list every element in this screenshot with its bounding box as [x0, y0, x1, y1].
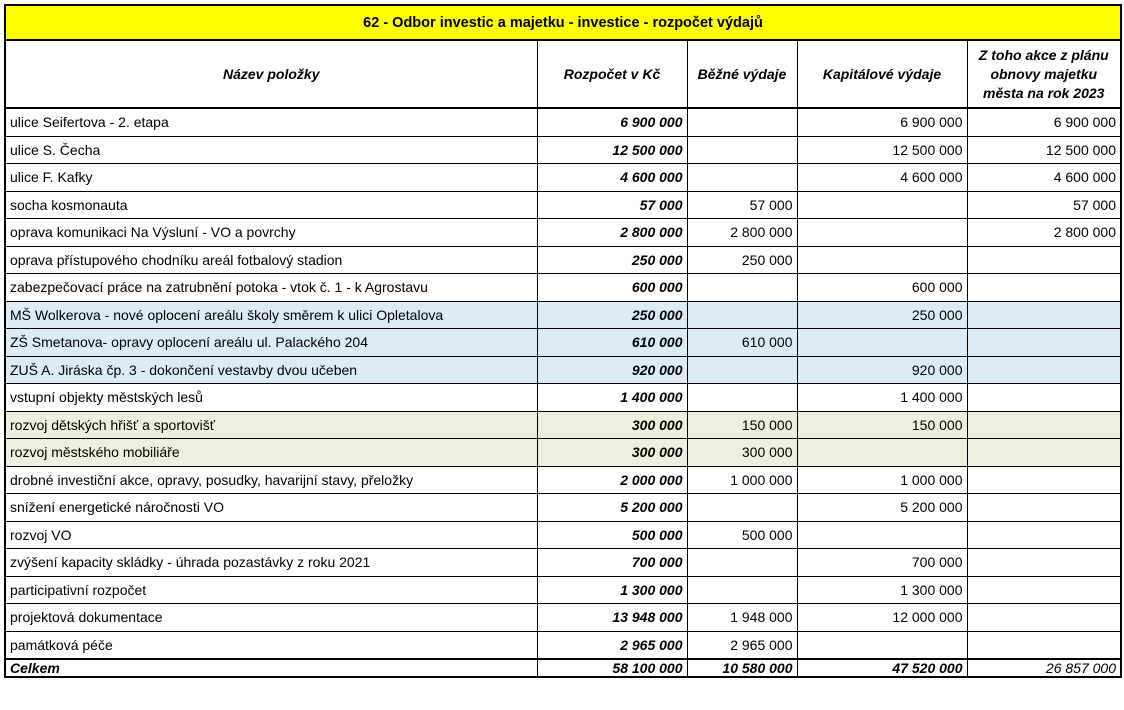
header-row — [5, 40, 1121, 108]
row-name-cell: ZUŠ A. Jiráska čp. 3 - dokončení vestavby dvou učeben — [5, 356, 537, 384]
row-capital-cell: 1 000 000 — [797, 466, 967, 494]
row-current-cell — [687, 494, 797, 522]
row-budget-cell: 2 000 000 — [537, 466, 687, 494]
row-capital-cell: 250 000 — [797, 301, 967, 329]
row-capital-cell: 700 000 — [797, 549, 967, 577]
row-budget-cell: 300 000 — [537, 439, 687, 467]
row-budget-cell: 12 500 000 — [537, 136, 687, 164]
row-name-cell: zvýšení kapacity skládky - úhrada pozastávky z roku 2021 — [5, 549, 537, 577]
total-capital: 47 520 000 — [797, 659, 967, 677]
row-current-cell: 2 965 000 — [687, 631, 797, 659]
row-plan-cell — [967, 439, 1121, 467]
table-row — [5, 604, 1121, 632]
row-plan-cell: 57 000 — [967, 191, 1121, 219]
row-budget-cell: 4 600 000 — [537, 164, 687, 192]
table-row — [5, 576, 1121, 604]
row-capital-cell — [797, 191, 967, 219]
table-row — [5, 356, 1121, 384]
row-current-cell — [687, 136, 797, 164]
row-name-cell: snížení energetické náročnosti VO — [5, 494, 537, 522]
row-capital-cell: 4 600 000 — [797, 164, 967, 192]
row-name-cell: participativní rozpočet — [5, 576, 537, 604]
row-budget-cell: 610 000 — [537, 329, 687, 357]
row-current-cell — [687, 384, 797, 412]
row-plan-cell: 2 800 000 — [967, 219, 1121, 247]
row-budget-cell: 57 000 — [537, 191, 687, 219]
budget-table — [4, 4, 1122, 678]
row-capital-cell — [797, 246, 967, 274]
row-capital-cell: 920 000 — [797, 356, 967, 384]
row-capital-cell: 600 000 — [797, 274, 967, 302]
row-current-cell: 610 000 — [687, 329, 797, 357]
row-current-cell: 500 000 — [687, 521, 797, 549]
row-budget-cell: 1 300 000 — [537, 576, 687, 604]
row-plan-cell — [967, 246, 1121, 274]
row-name-cell: drobné investiční akce, opravy, posudky, havarijní stavy, přeložky — [5, 466, 537, 494]
row-current-cell — [687, 356, 797, 384]
row-budget-cell: 250 000 — [537, 246, 687, 274]
row-name-cell: oprava přístupového chodníku areál fotbalový stadion — [5, 246, 537, 274]
table-row — [5, 108, 1121, 136]
row-plan-cell — [967, 576, 1121, 604]
total-budget: 58 100 000 — [537, 659, 687, 677]
row-plan-cell: 6 900 000 — [967, 108, 1121, 136]
header-name: Název položky — [5, 40, 537, 108]
row-budget-cell: 300 000 — [537, 411, 687, 439]
row-plan-cell — [967, 411, 1121, 439]
row-current-cell — [687, 164, 797, 192]
row-budget-cell: 2 965 000 — [537, 631, 687, 659]
total-plan: 26 857 000 — [967, 659, 1121, 677]
table-row — [5, 246, 1121, 274]
row-current-cell: 1 948 000 — [687, 604, 797, 632]
row-plan-cell — [967, 274, 1121, 302]
header-plan: Z toho akce z plánu obnovy majetku města na rok 2023 — [967, 40, 1121, 108]
row-budget-cell: 920 000 — [537, 356, 687, 384]
row-name-cell: ulice S. Čecha — [5, 136, 537, 164]
row-name-cell: rozvoj VO — [5, 521, 537, 549]
table-row — [5, 439, 1121, 467]
row-capital-cell: 5 200 000 — [797, 494, 967, 522]
table-row — [5, 191, 1121, 219]
budget-table-container — [4, 4, 1120, 678]
row-capital-cell: 12 000 000 — [797, 604, 967, 632]
row-name-cell: ulice Seifertova - 2. etapa — [5, 108, 537, 136]
row-capital-cell — [797, 521, 967, 549]
row-plan-cell — [967, 466, 1121, 494]
total-row — [5, 659, 1121, 677]
row-current-cell — [687, 274, 797, 302]
row-capital-cell — [797, 439, 967, 467]
row-current-cell: 150 000 — [687, 411, 797, 439]
row-capital-cell — [797, 631, 967, 659]
row-name-cell: socha kosmonauta — [5, 191, 537, 219]
row-plan-cell: 4 600 000 — [967, 164, 1121, 192]
table-row — [5, 494, 1121, 522]
table-row — [5, 631, 1121, 659]
table-row — [5, 219, 1121, 247]
table-row — [5, 301, 1121, 329]
row-plan-cell — [967, 521, 1121, 549]
row-budget-cell: 500 000 — [537, 521, 687, 549]
row-budget-cell: 1 400 000 — [537, 384, 687, 412]
row-name-cell: zabezpečovací práce na zatrubnění potoka - vtok č. 1 - k Agrostavu — [5, 274, 537, 302]
total-label: Celkem — [5, 659, 537, 677]
row-budget-cell: 13 948 000 — [537, 604, 687, 632]
row-capital-cell — [797, 329, 967, 357]
table-body — [5, 108, 1121, 659]
row-current-cell — [687, 576, 797, 604]
row-name-cell: rozvoj dětských hřišť a sportovišť — [5, 411, 537, 439]
row-name-cell: vstupní objekty městských lesů — [5, 384, 537, 412]
row-budget-cell: 700 000 — [537, 549, 687, 577]
table-row — [5, 329, 1121, 357]
table-row — [5, 466, 1121, 494]
table-row — [5, 164, 1121, 192]
row-current-cell — [687, 549, 797, 577]
row-budget-cell: 600 000 — [537, 274, 687, 302]
row-plan-cell — [967, 384, 1121, 412]
table-title: 62 - Odbor investic a majetku - investice - rozpočet výdajů — [5, 5, 1121, 40]
row-capital-cell — [797, 219, 967, 247]
row-plan-cell — [967, 301, 1121, 329]
row-current-cell — [687, 301, 797, 329]
row-current-cell: 2 800 000 — [687, 219, 797, 247]
row-name-cell: oprava komunikaci Na Výsluní - VO a povrchy — [5, 219, 537, 247]
row-capital-cell: 6 900 000 — [797, 108, 967, 136]
table-row — [5, 274, 1121, 302]
row-current-cell: 300 000 — [687, 439, 797, 467]
table-row — [5, 549, 1121, 577]
row-budget-cell: 250 000 — [537, 301, 687, 329]
row-plan-cell — [967, 604, 1121, 632]
row-plan-cell — [967, 549, 1121, 577]
row-name-cell: rozvoj městského mobiliáře — [5, 439, 537, 467]
row-budget-cell: 5 200 000 — [537, 494, 687, 522]
row-current-cell — [687, 108, 797, 136]
total-current: 10 580 000 — [687, 659, 797, 677]
row-name-cell: projektová dokumentace — [5, 604, 537, 632]
header-capital: Kapitálové výdaje — [797, 40, 967, 108]
row-capital-cell: 150 000 — [797, 411, 967, 439]
row-plan-cell — [967, 356, 1121, 384]
table-row — [5, 384, 1121, 412]
row-budget-cell: 6 900 000 — [537, 108, 687, 136]
header-budget: Rozpočet v Kč — [537, 40, 687, 108]
row-budget-cell: 2 800 000 — [537, 219, 687, 247]
row-current-cell: 57 000 — [687, 191, 797, 219]
row-plan-cell — [967, 494, 1121, 522]
row-capital-cell: 1 400 000 — [797, 384, 967, 412]
table-row — [5, 521, 1121, 549]
row-capital-cell: 1 300 000 — [797, 576, 967, 604]
row-plan-cell — [967, 631, 1121, 659]
row-name-cell: památková péče — [5, 631, 537, 659]
row-name-cell: ZŠ Smetanova- opravy oplocení areálu ul. Palackého 204 — [5, 329, 537, 357]
row-current-cell: 250 000 — [687, 246, 797, 274]
table-row — [5, 411, 1121, 439]
header-current: Běžné výdaje — [687, 40, 797, 108]
row-name-cell: MŠ Wolkerova - nové oplocení areálu školy směrem k ulici Opletalova — [5, 301, 537, 329]
row-current-cell: 1 000 000 — [687, 466, 797, 494]
row-name-cell: ulice F. Kafky — [5, 164, 537, 192]
row-plan-cell — [967, 329, 1121, 357]
row-plan-cell: 12 500 000 — [967, 136, 1121, 164]
table-row — [5, 136, 1121, 164]
row-capital-cell: 12 500 000 — [797, 136, 967, 164]
